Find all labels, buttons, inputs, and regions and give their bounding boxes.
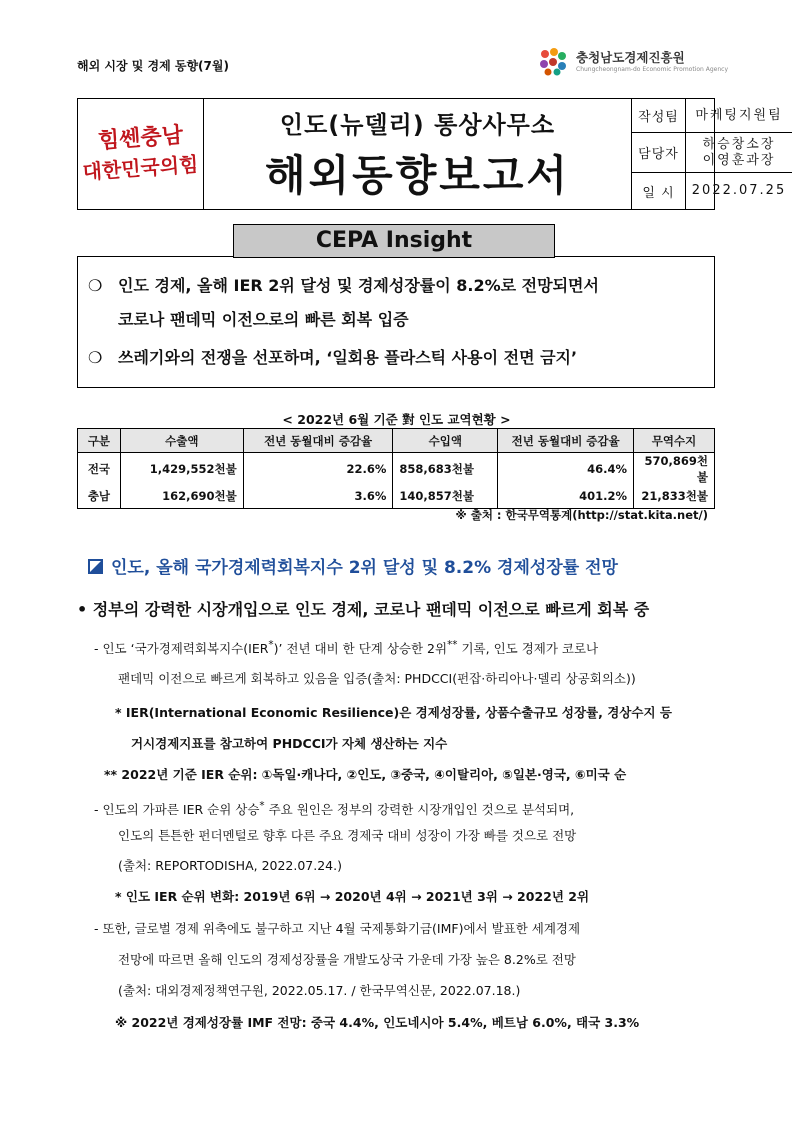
circle-bullet-icon: ❍ bbox=[88, 348, 103, 367]
paragraph-3-source: (출처: 대외경제정책연구원, 2022.05.17. / 한국무역신문, 2022.07.18.) bbox=[118, 983, 521, 998]
writer-team: 마케팅지원팀 bbox=[695, 107, 783, 123]
slogan-cell bbox=[78, 99, 204, 209]
meta-row-writer bbox=[632, 99, 792, 133]
agency-name-en: Chungcheongnam-do Economic Promotion Agency bbox=[576, 66, 729, 73]
paragraph-2-source: (출처: REPORTODISHA, 2022.07.24.) bbox=[118, 858, 342, 873]
meta-value bbox=[686, 99, 792, 132]
manager-2: 이영훈과장 bbox=[702, 152, 776, 168]
trade-source: ※ 출처 : 한국무역통계(http://stat.kita.net/) bbox=[455, 508, 708, 522]
report-date: 2022.07.25 bbox=[691, 183, 787, 198]
cepa-item-2: ❍ 쓰레기와의 전쟁을 선포하며, ‘일회용 플라스틱 사용이 전면 금지’ bbox=[88, 341, 577, 375]
column-header: 무역수지 bbox=[634, 429, 715, 453]
document-category-label: 해외 시장 및 경제 동향(7월) bbox=[77, 59, 229, 73]
meta-value bbox=[686, 173, 792, 209]
table-cell: 162,690천불 bbox=[120, 485, 243, 508]
report-title: 해외동향보고서 bbox=[264, 151, 570, 200]
svg-text:대한민국의힘: 대한민국의힘 bbox=[81, 152, 200, 185]
table-row bbox=[78, 485, 715, 508]
paragraph-3-line-1: - 또한, 글로벌 경제 위축에도 불구하고 지난 4월 국제통화기금(IMF)에서 발표한 세계경제 bbox=[94, 921, 581, 936]
paragraph-2-line-2: 인도의 튼튼한 펀더멘털로 향후 다른 주요 경제국 대비 성장이 가장 빠를 것으로 전망 bbox=[118, 828, 577, 843]
cepa-insight-box bbox=[77, 256, 715, 388]
meta-row-manager bbox=[632, 133, 792, 173]
table-cell: 401.2% bbox=[498, 485, 634, 508]
note-1-line-2: 거시경제지표를 참고하여 PHDCCI가 자체 생산하는 지수 bbox=[131, 736, 448, 751]
agency-logo bbox=[536, 44, 729, 80]
trade-table bbox=[77, 428, 715, 509]
table-row bbox=[78, 453, 715, 486]
meta-key: 작성팀 bbox=[632, 99, 686, 132]
agency-logo-icon bbox=[536, 46, 570, 78]
office-name: 인도(뉴델리) 통상사무소 bbox=[279, 111, 556, 139]
table-cell: 21,833천불 bbox=[634, 485, 715, 508]
column-header: 수입액 bbox=[393, 429, 498, 453]
meta-value bbox=[686, 133, 792, 172]
note-2: ** 2022년 기준 IER 순위: ①독일·캐나다, ②인도, ③중국, ④이탈리아, ⑤일본·영국, ⑥미국 순 bbox=[104, 767, 627, 782]
table-cell: 충남 bbox=[78, 485, 121, 508]
cepa-item-1: ❍ 인도 경제, 올해 IER 2위 달성 및 경제성장률이 8.2%로 전망되면서 bbox=[88, 269, 599, 303]
cepa-insight-title: CEPA Insight bbox=[233, 224, 555, 258]
agency-name: 충청남도경제진흥원 bbox=[576, 50, 685, 65]
note-4: ※ 2022년 경제성장률 IMF 전망: 중국 4.4%, 인도네시아 5.4%, 베트남 6.0%, 태국 3.3% bbox=[115, 1015, 640, 1030]
title-cell bbox=[204, 99, 632, 209]
svg-text:힘쎈충남: 힘쎈충남 bbox=[97, 122, 184, 154]
section-heading: 인도, 올해 국가경제력회복지수 2위 달성 및 8.2% 경제성장률 전망 bbox=[88, 553, 618, 578]
table-cell: 46.4% bbox=[498, 453, 634, 486]
note-1-line-1: * IER(International Economic Resilience)은 경제성장률, 상품수출규모 성장률, 경상수지 등 bbox=[115, 705, 672, 720]
meta-row-date bbox=[632, 173, 792, 209]
paragraph-1-line-2: 팬데믹 이전으로 빠르게 회복하고 있음을 입증(출처: PHDCCI(펀잡·하리아나·델리 상공회의소)) bbox=[118, 671, 636, 686]
paragraph-2-line-1: - 인도의 가파른 IER 순위 상승* 주요 원인은 정부의 강력한 시장개입인 것으로 분석되며, bbox=[94, 800, 575, 818]
meta-key: 일 시 bbox=[632, 173, 686, 209]
paragraph-3-line-2: 전망에 따르면 올해 인도의 경제성장률을 개발도상국 가운데 가장 높은 8.2%로 전망 bbox=[118, 952, 576, 967]
column-header: 전년 동월대비 증감율 bbox=[243, 429, 393, 453]
section-subheading: • 정부의 강력한 시장개입으로 인도 경제, 코로나 팬데믹 이전으로 빠르게 회복 중 bbox=[77, 600, 650, 619]
manager-1: 하승창소장 bbox=[702, 136, 776, 152]
table-cell: 전국 bbox=[78, 453, 121, 486]
cepa-item-1-cont: 코로나 팬데믹 이전으로의 빠른 회복 입증 bbox=[118, 310, 409, 329]
trade-table-title: < 2022년 6월 기준 對 인도 교역현황 > bbox=[282, 412, 511, 427]
report-header bbox=[77, 98, 787, 210]
table-cell: 858,683천불 bbox=[393, 453, 498, 486]
paragraph-1-line-1: - 인도 ‘국가경제력회복지수(IER*)’ 전년 대비 한 단계 상승한 2위** 기록, 인도 경제가 코로나 bbox=[94, 639, 599, 657]
table-cell: 3.6% bbox=[243, 485, 393, 508]
table-cell: 1,429,552천불 bbox=[120, 453, 243, 486]
square-corner-icon bbox=[88, 559, 103, 574]
table-cell: 22.6% bbox=[243, 453, 393, 486]
slogan-calligraphy bbox=[78, 99, 204, 209]
table-cell: 570,869천불 bbox=[634, 453, 715, 486]
note-3: * 인도 IER 순위 변화: 2019년 6위 → 2020년 4위 → 2021년 3위 → 2022년 2위 bbox=[115, 889, 590, 904]
column-header: 수출액 bbox=[120, 429, 243, 453]
meta-table bbox=[632, 99, 787, 209]
circle-bullet-icon: ❍ bbox=[88, 276, 103, 295]
meta-key: 담당자 bbox=[632, 133, 686, 172]
column-header: 구분 bbox=[78, 429, 121, 453]
table-cell: 140,857천불 bbox=[393, 485, 498, 508]
table-header-row bbox=[78, 429, 715, 453]
column-header: 전년 동월대비 증감율 bbox=[498, 429, 634, 453]
